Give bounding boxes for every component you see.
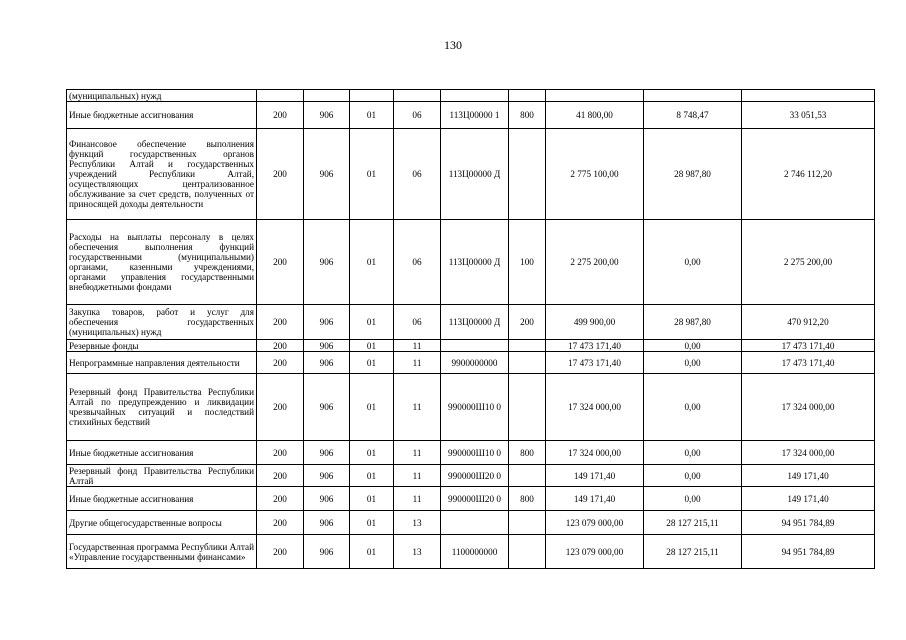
code-section: 01 <box>350 129 394 220</box>
table-row <box>67 220 875 305</box>
code-admin <box>304 90 350 102</box>
code-chapter: 200 <box>257 535 304 569</box>
budget-table <box>66 89 875 569</box>
row-name: (муниципальных) нужд <box>67 90 257 102</box>
code-expense-type: 200 <box>509 305 546 340</box>
code-admin: 906 <box>304 305 350 340</box>
code-subsection <box>394 90 441 102</box>
row-name: Другие общегосударственные вопросы <box>67 511 257 535</box>
code-expense-type <box>509 465 546 487</box>
code-admin: 906 <box>304 352 350 374</box>
code-admin: 906 <box>304 441 350 465</box>
code-admin: 906 <box>304 374 350 441</box>
code-chapter: 200 <box>257 487 304 511</box>
code-admin: 906 <box>304 511 350 535</box>
amount-remaining: 2 275 200,00 <box>742 220 875 305</box>
code-chapter: 200 <box>257 305 304 340</box>
code-target: 990000Ш20 0 <box>441 465 509 487</box>
amount-planned: 499 900,00 <box>546 305 644 340</box>
code-subsection: 06 <box>394 102 441 129</box>
table-row <box>67 90 875 102</box>
code-subsection: 11 <box>394 465 441 487</box>
amount-planned: 149 171,40 <box>546 465 644 487</box>
table-row <box>67 487 875 511</box>
table-row <box>67 129 875 220</box>
table-row <box>67 374 875 441</box>
amount-executed: 28 987,80 <box>644 129 742 220</box>
table-row <box>67 305 875 340</box>
row-name: Резервный фонд Правительства Республики Алтай <box>67 465 257 487</box>
code-target: 9900000000 <box>441 352 509 374</box>
amount-planned <box>546 90 644 102</box>
code-section: 01 <box>350 374 394 441</box>
code-section: 01 <box>350 305 394 340</box>
amount-executed: 0,00 <box>644 352 742 374</box>
code-subsection: 06 <box>394 305 441 340</box>
amount-executed: 0,00 <box>644 374 742 441</box>
code-target: 990000Ш10 0 <box>441 441 509 465</box>
code-subsection: 13 <box>394 511 441 535</box>
row-name: Резервный фонд Правительства Республики Алтай по предупреждению и ликвидации чрезвычайных ситуаций и последствий стихийных бедствий <box>67 374 257 441</box>
page-number: 130 <box>444 38 462 52</box>
code-admin: 906 <box>304 129 350 220</box>
code-section: 01 <box>350 340 394 352</box>
amount-remaining: 470 912,20 <box>742 305 875 340</box>
amount-executed: 0,00 <box>644 487 742 511</box>
code-target: 1100000000 <box>441 535 509 569</box>
code-subsection: 11 <box>394 487 441 511</box>
amount-remaining: 149 171,40 <box>742 465 875 487</box>
code-chapter: 200 <box>257 220 304 305</box>
amount-planned: 149 171,40 <box>546 487 644 511</box>
amount-executed: 28 987,80 <box>644 305 742 340</box>
row-name: Иные бюджетные ассигнования <box>67 441 257 465</box>
amount-planned: 2 275 200,00 <box>546 220 644 305</box>
amount-planned: 17 324 000,00 <box>546 441 644 465</box>
row-name: Закупка товаров, работ и услуг для обеспечения государственных (муниципальных) нужд <box>67 305 257 340</box>
code-chapter: 200 <box>257 511 304 535</box>
row-name: Иные бюджетные ассигнования <box>67 487 257 511</box>
code-subsection: 06 <box>394 220 441 305</box>
code-target: 113Ц00000 1 <box>441 102 509 129</box>
code-section: 01 <box>350 352 394 374</box>
amount-remaining: 17 324 000,00 <box>742 441 875 465</box>
code-expense-type <box>509 352 546 374</box>
code-admin: 906 <box>304 340 350 352</box>
code-target <box>441 340 509 352</box>
table-row <box>67 465 875 487</box>
code-subsection: 13 <box>394 535 441 569</box>
code-section: 01 <box>350 465 394 487</box>
code-admin: 906 <box>304 465 350 487</box>
amount-executed <box>644 90 742 102</box>
code-chapter: 200 <box>257 352 304 374</box>
code-expense-type: 100 <box>509 220 546 305</box>
code-section: 01 <box>350 535 394 569</box>
code-subsection: 06 <box>394 129 441 220</box>
amount-planned: 123 079 000,00 <box>546 511 644 535</box>
table-row <box>67 340 875 352</box>
code-admin: 906 <box>304 102 350 129</box>
amount-planned: 17 473 171,40 <box>546 352 644 374</box>
amount-planned: 123 079 000,00 <box>546 535 644 569</box>
code-chapter: 200 <box>257 441 304 465</box>
code-target <box>441 511 509 535</box>
code-subsection: 11 <box>394 340 441 352</box>
amount-executed: 28 127 215,11 <box>644 535 742 569</box>
amount-remaining: 94 951 784,89 <box>742 511 875 535</box>
amount-remaining: 2 746 112,20 <box>742 129 875 220</box>
table-row <box>67 535 875 569</box>
amount-executed: 28 127 215,11 <box>644 511 742 535</box>
code-section <box>350 90 394 102</box>
code-chapter <box>257 90 304 102</box>
code-target <box>441 90 509 102</box>
amount-executed: 0,00 <box>644 220 742 305</box>
row-name: Финансовое обеспечение выполнения функций государственных органов Республики Алтай и государственных учреждений Республики Алтай, осуществляющих централизованное обслуживание за счет средств, полученных от приносящей доходы деятельности <box>67 129 257 220</box>
code-expense-type: 800 <box>509 102 546 129</box>
code-admin: 906 <box>304 535 350 569</box>
amount-remaining: 149 171,40 <box>742 487 875 511</box>
code-chapter: 200 <box>257 374 304 441</box>
table-row <box>67 102 875 129</box>
amount-executed: 8 748,47 <box>644 102 742 129</box>
code-expense-type: 800 <box>509 487 546 511</box>
amount-remaining: 33 051,53 <box>742 102 875 129</box>
code-section: 01 <box>350 511 394 535</box>
code-subsection: 11 <box>394 352 441 374</box>
code-expense-type <box>509 374 546 441</box>
amount-planned: 17 324 000,00 <box>546 374 644 441</box>
code-section: 01 <box>350 220 394 305</box>
code-target: 990000Ш10 0 <box>441 374 509 441</box>
code-expense-type <box>509 340 546 352</box>
row-name: Непрограммные направления деятельности <box>67 352 257 374</box>
amount-remaining: 17 324 000,00 <box>742 374 875 441</box>
code-expense-type: 800 <box>509 441 546 465</box>
row-name: Государственная программа Республики Алтай «Управление государственными финансами» <box>67 535 257 569</box>
amount-planned: 41 800,00 <box>546 102 644 129</box>
table-row <box>67 511 875 535</box>
code-expense-type <box>509 129 546 220</box>
table-row <box>67 352 875 374</box>
amount-remaining: 17 473 171,40 <box>742 352 875 374</box>
amount-planned: 2 775 100,00 <box>546 129 644 220</box>
code-section: 01 <box>350 487 394 511</box>
code-chapter: 200 <box>257 465 304 487</box>
amount-remaining: 94 951 784,89 <box>742 535 875 569</box>
row-name: Иные бюджетные ассигнования <box>67 102 257 129</box>
code-target: 113Ц00000 Д <box>441 220 509 305</box>
code-subsection: 11 <box>394 374 441 441</box>
table-row <box>67 441 875 465</box>
code-expense-type <box>509 511 546 535</box>
amount-remaining <box>742 90 875 102</box>
amount-planned: 17 473 171,40 <box>546 340 644 352</box>
code-expense-type <box>509 90 546 102</box>
amount-executed: 0,00 <box>644 465 742 487</box>
row-name: Расходы на выплаты персоналу в целях обеспечения выполнения функций государственными (муниципальными) органами, казенными учреждениями, органами управления государственными внебюджетными фондами <box>67 220 257 305</box>
code-admin: 906 <box>304 487 350 511</box>
amount-executed: 0,00 <box>644 340 742 352</box>
code-admin: 906 <box>304 220 350 305</box>
amount-executed: 0,00 <box>644 441 742 465</box>
code-chapter: 200 <box>257 102 304 129</box>
code-expense-type <box>509 535 546 569</box>
amount-remaining: 17 473 171,40 <box>742 340 875 352</box>
code-chapter: 200 <box>257 340 304 352</box>
code-chapter: 200 <box>257 129 304 220</box>
code-subsection: 11 <box>394 441 441 465</box>
row-name: Резервные фонды <box>67 340 257 352</box>
code-section: 01 <box>350 441 394 465</box>
code-section: 01 <box>350 102 394 129</box>
code-target: 113Ц00000 Д <box>441 129 509 220</box>
code-target: 113Ц00000 Д <box>441 305 509 340</box>
code-target: 990000Ш20 0 <box>441 487 509 511</box>
